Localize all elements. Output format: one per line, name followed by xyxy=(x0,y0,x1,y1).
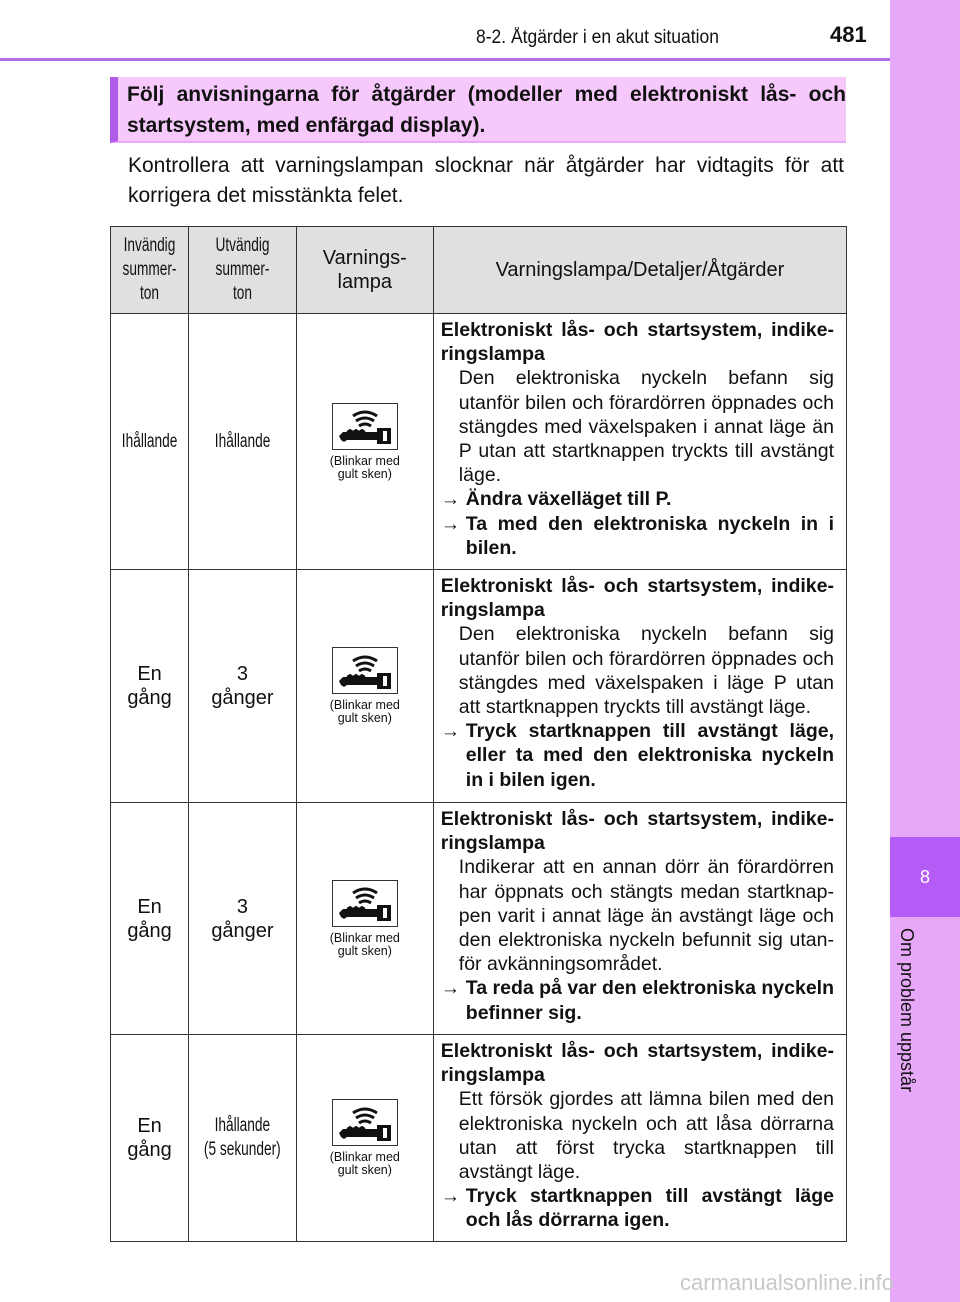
warning-table xyxy=(110,226,847,1242)
arrow-icon: → xyxy=(440,720,461,743)
text-line: (Blinkar med xyxy=(329,453,400,468)
outside-buzzer-cell xyxy=(189,314,297,570)
lamp-caption xyxy=(330,1151,400,1177)
header-details: Varningslampa/Detaljer/Åtgärder xyxy=(433,227,846,314)
indicator-description: Indikerar att en annan dörr än förardörren har öppnats och stängts medan startknappen varit i annat läge än avstängt läge och den elektroniska nyckeln befunnit sig utanför avkänningsområdet. xyxy=(458,856,834,976)
text-line: ton xyxy=(140,283,160,304)
text-line: Utvändig xyxy=(215,235,270,256)
arrow-icon: → xyxy=(440,977,461,1000)
text-line: Ihållande xyxy=(214,431,271,452)
inside-buzzer-cell xyxy=(111,570,189,803)
indicator-description: Den elektroniska nyckeln befann sig utanför bilen och förardörren öppnades och stängdes med växelspaken i annat läge än P utan att startknappen tryckts till avstängt läge. xyxy=(458,367,834,487)
details-cell xyxy=(433,314,846,570)
warning-lamp-cell xyxy=(296,314,433,570)
table-row xyxy=(111,314,847,570)
text-line: gång xyxy=(127,1139,172,1161)
header-inside-buzzer xyxy=(111,227,189,314)
text-line: gult sken) xyxy=(337,466,392,481)
details-cell xyxy=(433,1035,846,1242)
text-line: En xyxy=(137,663,162,685)
header-divider xyxy=(0,58,890,61)
action-item xyxy=(441,487,834,511)
table-row xyxy=(111,1035,847,1242)
details-cell xyxy=(433,570,846,803)
warning-lamp-cell xyxy=(296,803,433,1035)
action-text: Ta reda på var den elektroniska nyckeln befinner sig. xyxy=(465,977,834,1024)
inside-buzzer-cell xyxy=(111,803,189,1035)
table-row xyxy=(111,570,847,803)
text-line: gånger xyxy=(211,687,274,709)
lamp-caption xyxy=(330,455,400,481)
outside-buzzer-cell xyxy=(189,803,297,1035)
action-text: Ändra växelläget till P. xyxy=(465,488,672,511)
intro-text: Kontrollera att varningslampan slocknar när åtgärder har vidtagits för att korrigera det misstänkta felet. xyxy=(128,154,844,207)
outside-buzzer-cell xyxy=(189,570,297,803)
text-line: (5 sekunder) xyxy=(204,1139,281,1160)
inside-buzzer-cell xyxy=(111,314,189,570)
page-number: 481 xyxy=(830,22,867,47)
outside-buzzer-cell xyxy=(189,1035,297,1242)
indicator-title: Elektroniskt lås- och startsystem, indikeringslampa xyxy=(440,1040,834,1087)
text-line: (Blinkar med xyxy=(329,1150,400,1164)
header-warning-lamp xyxy=(296,227,433,314)
warning-lamp-cell xyxy=(296,570,433,803)
text-line: Invändig xyxy=(123,235,176,256)
text-line: gult sken) xyxy=(337,711,392,725)
action-item xyxy=(441,512,834,560)
indicator-description: Den elektroniska nyckeln befann sig utanför bilen och förardörren öppnades och stängdes med växelspaken i läge P utan att startknappen tryckts till avstängt läge. xyxy=(458,623,834,719)
text-line: gång xyxy=(127,687,172,709)
inside-buzzer-cell xyxy=(111,1035,189,1242)
lamp-caption xyxy=(330,699,400,725)
smart-key-warning-icon xyxy=(332,1099,398,1146)
text-line: ton xyxy=(232,283,252,304)
details-cell xyxy=(433,803,846,1035)
watermark: carmanualsonline.info xyxy=(680,1270,895,1295)
action-text: Ta med den elektroniska nyckeln in i bilen. xyxy=(465,512,834,559)
text-line: Ihållande xyxy=(121,431,178,452)
arrow-icon: → xyxy=(440,512,461,535)
action-item xyxy=(441,719,834,792)
text-line: summer- xyxy=(215,259,270,280)
action-text: Tryck startknappen till avstängt läge, eller ta med den elektroniska nyckeln in i bilen igen. xyxy=(465,720,834,791)
text-line: En xyxy=(137,895,162,918)
text-line: (Blinkar med xyxy=(329,930,400,945)
text-line: gånger xyxy=(211,919,274,942)
smart-key-warning-icon xyxy=(332,880,398,927)
arrow-icon: → xyxy=(440,1185,461,1208)
indicator-title: Elektroniskt lås- och startsystem, indikeringslampa xyxy=(440,319,834,366)
indicator-title: Elektroniskt lås- och startsystem, indikeringslampa xyxy=(440,808,834,855)
smart-key-warning-icon xyxy=(332,403,398,450)
lamp-caption xyxy=(330,932,400,958)
text-line: gult sken) xyxy=(337,943,392,958)
chapter-label: Om problem uppstår xyxy=(897,928,917,1093)
warning-lamp-cell xyxy=(296,1035,433,1242)
text-line: 3 xyxy=(236,895,249,918)
text-line: Varnings- xyxy=(322,247,407,269)
text-line: En xyxy=(137,1115,162,1137)
action-item xyxy=(441,1184,834,1232)
header-outside-buzzer xyxy=(189,227,297,314)
smart-key-warning-icon xyxy=(332,647,398,694)
text-line: Ihållande xyxy=(214,1115,271,1136)
section-title: 8-2. Åtgärder i en akut situation xyxy=(476,27,719,48)
arrow-icon: → xyxy=(440,488,461,511)
indicator-title: Elektroniskt lås- och startsystem, indikeringslampa xyxy=(440,575,834,622)
text-line: gång xyxy=(127,919,172,942)
chapter-tab[interactable]: 8 xyxy=(890,837,960,917)
action-item xyxy=(441,976,834,1024)
text-line: summer- xyxy=(122,259,177,280)
text-line: lampa xyxy=(337,271,393,293)
indicator-description: Ett försök gjordes att lämna bilen med den elektroniska nyckeln och att låsa dörrarna utan att först trycka startknappen till avstängt läge. xyxy=(458,1088,834,1184)
chapter-sidebar xyxy=(890,0,960,1302)
text-line: 3 xyxy=(236,663,249,685)
text-line: (Blinkar med xyxy=(329,698,400,712)
text-line: gult sken) xyxy=(337,1163,392,1177)
table-row xyxy=(111,803,847,1035)
action-text: Tryck startknappen till avstängt läge och lås dörrarna igen. xyxy=(465,1185,834,1232)
section-heading: Följ anvisningarna för åtgärder (modeller med elektroniskt lås- och startsystem, med enfärgad display). xyxy=(110,77,846,143)
